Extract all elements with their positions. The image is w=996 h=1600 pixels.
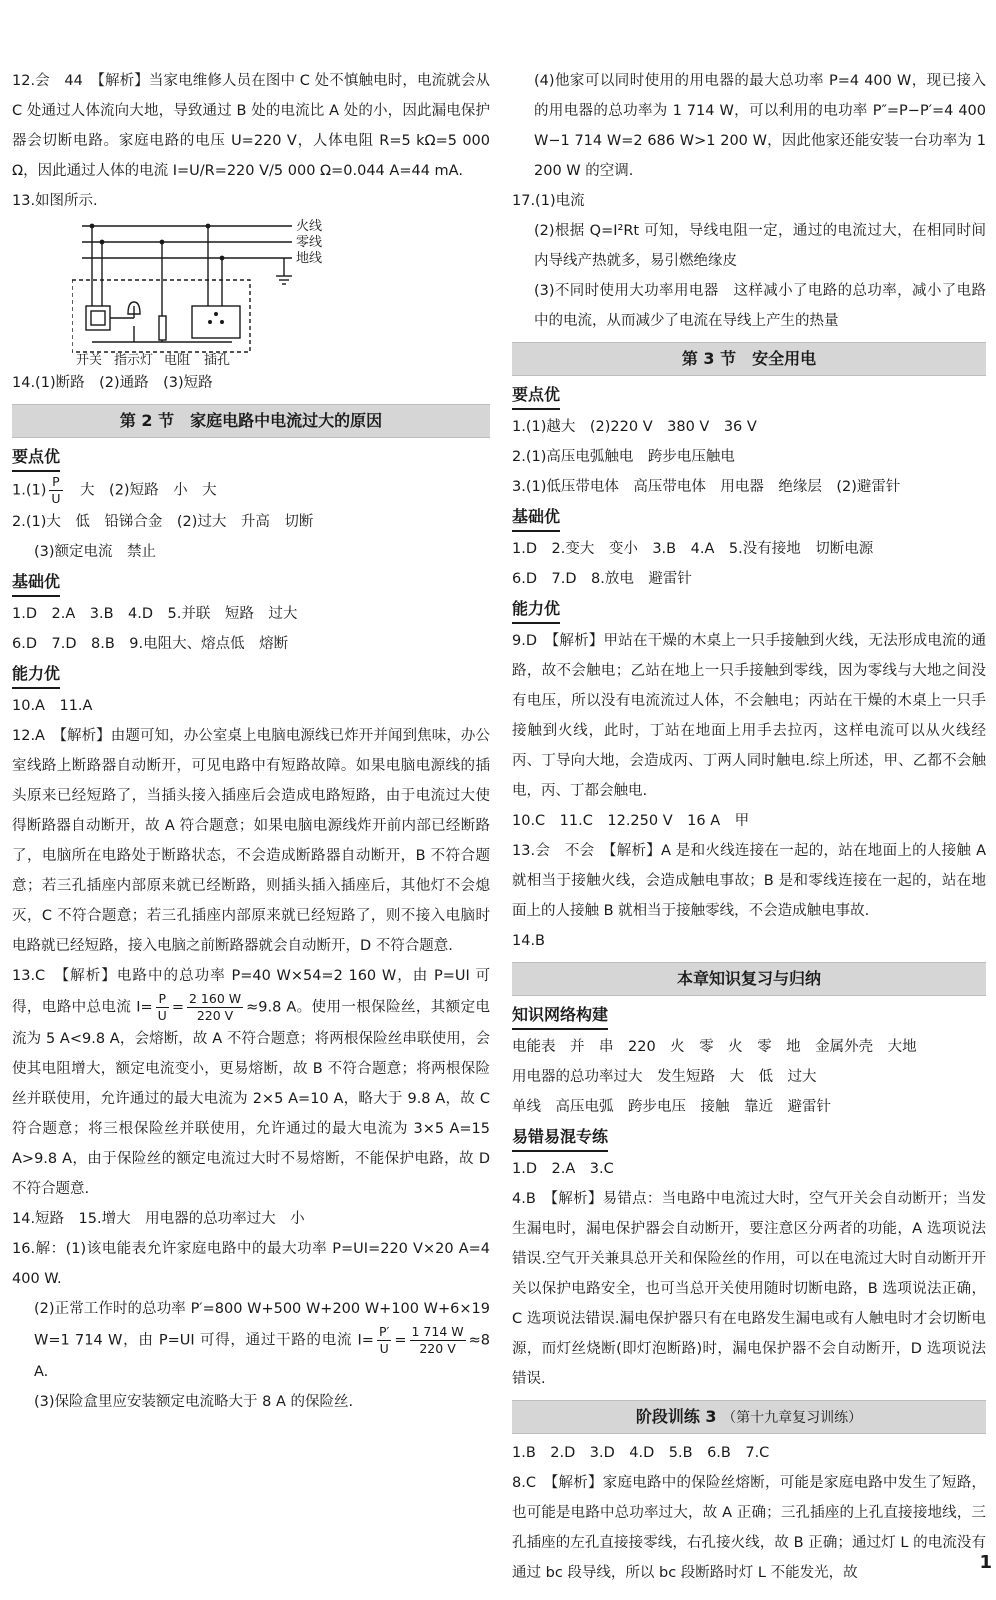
s3-ability-14: 14.B xyxy=(512,933,546,949)
fraction: $\frac{P}{U}$ xyxy=(51,474,61,506)
answer-17-3: (3)不同时使用大功率用电器 这样减小了电路的总功率，减小了电路中的电流，从而减少了电流在导线上产生的热量 xyxy=(534,283,986,329)
page-number: 1 xyxy=(979,1552,992,1573)
left-column xyxy=(12,66,490,1417)
answer-17-1: 17.(1)电流 xyxy=(512,193,585,209)
s2-keypoint-1: 1.(1) $\frac{P}{U}$ 大 (2)短路 小 大 xyxy=(12,474,217,506)
fraction: $\frac{1 714 W}{220 V}$ xyxy=(411,1324,464,1356)
s2-keypoint-2: 2.(1)大 低 铅锑合金 (2)过大 升高 切断 xyxy=(12,514,314,530)
s2-basic-2: 6.D 7.D 8.B 9.电阻大、熔点低 熔断 xyxy=(12,636,289,652)
label-switch: 开关 xyxy=(76,353,103,368)
right-column xyxy=(512,66,986,1588)
stage-training-title: 阶段训练 3 （第十九章复习训练） xyxy=(512,1400,986,1434)
error-prone-4: 4.B 【解析】易错点：当电路中电流过大时，空气开关会自动断开；当发生漏电时，漏电保护器会自动断开，要注意区分两者的功能，A 选项说法错误.空气开关兼具总开关和保险丝的作用，可以在电流过大时自动断开开关以保护电路安全，也可当总开关使用随时切断电路，B 选项说法正确，C 选项说法错误.漏电保护器只有在电路发生漏电或有人触电时才会切断电源，而灯丝烧断(即灯泡断路)时，漏电保护器不会自动断开，D 选项说法错误. xyxy=(512,1191,986,1387)
s2-keypoint-2b: (3)额定电流 禁止 xyxy=(34,544,157,560)
answer-16-4: (4)他家可以同时使用的用电器的最大总功率 P=4 400 W，现已接入的用电器的总功率为 1 714 W，可以利用的电功率 P″=P−P′=4 400 W−1 714 W=2 686 W>1 200 W，因此他家还能安装一台功率为 1 200 W 的空调. xyxy=(534,73,986,179)
answer-13: 13.如图所示. xyxy=(12,193,98,209)
s3-ability-9: 9.D 【解析】甲站在干燥的木桌上一只手接触到火线，无法形成电流的通路，故不会触电；乙站在地上一只手接触到零线，因为零线与大地之间没有电压，所以没有电流流过人体，不会触电；丙站在干燥的木桌上一只手接触到火线，此时，丁站在地面上用手去拉丙，这样电流可以从火线经丙、丁导向大地，会造成丙、丁两人同时触电.综上所述，甲、乙都不会触电，丙、丁都会触电. xyxy=(512,633,986,799)
label-socket: 插孔 xyxy=(204,353,231,368)
network-line-1: 电能表 并 串 220 火 零 火 零 地 金属外壳 大地 xyxy=(512,1039,917,1055)
stage-8: 8.C 【解析】家庭电路中的保险丝熔断，可能是家庭电路中发生了短路，也可能是电路中总功率过大，故 A 正确；三孔插座的上孔直接接地线，三孔插座的左孔直接接零线，右孔接火线，故 B 正确；通过灯 L 的电流没有通过 bc 段导线，所以 bc 段断路时灯 L 不能发光，故 xyxy=(512,1475,986,1581)
s2-ability-16-1: 16.解：(1)该电能表允许家庭电路中的最大功率 P=UI=220 V×20 A=4 400 W. xyxy=(12,1241,490,1287)
s3-keypoint-1: 1.(1)越大 (2)220 V 380 V 36 V xyxy=(512,419,757,435)
label-ground-wire: 地线 xyxy=(296,251,323,266)
answer-17-2: (2)根据 Q=I²Rt 可知，导线电阻一定，通过的电流过大，在相同时间内导线产热就多，易引燃绝缘皮 xyxy=(534,223,986,269)
basic-heading: 基础优 xyxy=(512,504,560,532)
s2-ability-13: 13.C 【解析】电路中的总功率 P=40 W×54=2 160 W，由 P=UI 可得，电路中总电流 I= $\frac{P}{U}$ = $\frac{2 160 W}{220 V}$ ≈9.8 A。使用一根保险丝，其额定电流为 5 A<9.8 A，会熔断，故 A 不符合题意；将两根保险丝串联使用，会使其电阻增大，额定电流变小，更易熔断，故 B 不符合题意；将两根保险丝并联使用，允许通过的最大电流为 2×5 A=10 A，略大于 9.8 A，故 C 符合题意；将三根保险丝并联使用，允许通过的最大电流为 3×5 A=15 A>9.8 A，由于保险丝的额定电流过大时不易熔断，不能保护电路，故 D 不符合题意. xyxy=(12,968,490,1197)
s2-ability-10: 10.A 11.A xyxy=(12,698,93,714)
error-prone-1: 1.D 2.A 3.C xyxy=(512,1161,614,1177)
s2-ability-14: 14.短路 15.增大 用电器的总功率过大 小 xyxy=(12,1211,305,1227)
socket-symbol xyxy=(192,306,240,338)
s3-basic-2: 6.D 7.D 8.放电 避雷针 xyxy=(512,571,692,587)
household-circuit-diagram xyxy=(72,218,332,368)
key-points-heading: 要点优 xyxy=(512,382,560,410)
label-resistor: 电阻 xyxy=(164,353,191,368)
knowledge-network-heading: 知识网络构建 xyxy=(512,1002,608,1030)
s2-ability-16-2: (2)正常工作时的总功率 P′=800 W+500 W+200 W+100 W+6×19 W=1 714 W，由 P=UI 可得，通过干路的电流 I= $\frac{P'}{U}$ = $\frac{1 714 W}{220 V}$ ≈8 A. xyxy=(34,1301,490,1380)
ability-heading: 能力优 xyxy=(12,661,60,689)
s3-keypoint-3: 3.(1)低压带电体 高压带电体 用电器 绝缘层 (2)避雷针 xyxy=(512,479,901,495)
section-2-title: 第 2 节 家庭电路中电流过大的原因 xyxy=(12,404,490,438)
label-zero-wire: 零线 xyxy=(296,235,323,250)
s2-ability-16-3: (3)保险盒里应安装额定电流略大于 8 A 的保险丝. xyxy=(34,1394,354,1410)
label-fire-wire: 火线 xyxy=(296,219,323,234)
label-lamp: 指示灯 xyxy=(114,353,154,368)
stage-1: 1.B 2.D 3.D 4.D 5.B 6.B 7.C xyxy=(512,1445,770,1461)
section-3-title: 第 3 节 安全用电 xyxy=(512,342,986,376)
s3-ability-10: 10.C 11.C 12.250 V 16 A 甲 xyxy=(512,813,750,829)
switch-symbol xyxy=(86,306,110,330)
network-line-3: 单线 高压电弧 跨步电压 接触 靠近 避雷针 xyxy=(512,1099,831,1115)
s3-basic-1: 1.D 2.变大 变小 3.B 4.A 5.没有接地 切断电源 xyxy=(512,541,874,557)
network-line-2: 用电器的总功率过大 发生短路 大 低 过大 xyxy=(512,1069,817,1085)
s3-keypoint-2: 2.(1)高压电弧触电 跨步电压触电 xyxy=(512,449,735,465)
s2-basic-1: 1.D 2.A 3.B 4.D 5.并联 短路 过大 xyxy=(12,606,298,622)
key-points-heading: 要点优 xyxy=(12,444,60,472)
fraction: $\frac{2 160 W}{220 V}$ xyxy=(188,991,242,1023)
answer-12: 12.会 44 【解析】当家电维修人员在图中 C 处不慎触电时，电流就会从 C 处通过人体流向大地，导致通过 B 处的电流比 A 处的小，因此漏电保护器会切断电路。家庭电路的电压 U=220 V，人体电阻 R=5 kΩ=5 000 Ω，因此通过人体的电流 I=U/R=220 V/5 000 Ω=0.044 A=44 mA. xyxy=(12,73,490,179)
s2-ability-12: 12.A 【解析】由题可知，办公室桌上电脑电源线已炸开并闻到焦味，办公室线路上断路器自动断开，可见电路中有短路故障。如果电脑电源线的插头原来已经短路了，当插头接入插座后会造成电路短路，由于电流过大使得断路器自动断开，故 A 符合题意；如果电脑电源线炸开前内部已经断路了，电脑所在电路处于断路状态，不会造成断路器自动断开，B 不符合题意；若三孔插座内部原来就已经断路，则插头插入插座后，其他灯不会熄灭，C 不符合题意；若三孔插座内部原来就已经短路了，则不接入电脑时电路就已经短路，接入电脑之前断路器就会自动断开，D 不符合题意. xyxy=(12,728,490,954)
review-title: 本章知识复习与归纳 xyxy=(512,962,986,996)
resistor-symbol xyxy=(159,316,166,340)
fraction: $\frac{P}{U}$ xyxy=(157,991,167,1023)
basic-heading: 基础优 xyxy=(12,569,60,597)
ability-heading: 能力优 xyxy=(512,596,560,624)
answer-14: 14.(1)断路 (2)通路 (3)短路 xyxy=(12,375,213,391)
s3-ability-13: 13.会 不会 【解析】A 是和火线连接在一起的，站在地面上的人接触 A 就相当于接触火线，会造成触电事故；B 是和零线连接在一起的，站在地面上的人接触 B 就相当于接触零线，不会造成触电事故. xyxy=(512,843,986,919)
fraction: $\frac{P'}{U}$ xyxy=(378,1324,390,1356)
error-prone-heading: 易错易混专练 xyxy=(512,1124,608,1152)
